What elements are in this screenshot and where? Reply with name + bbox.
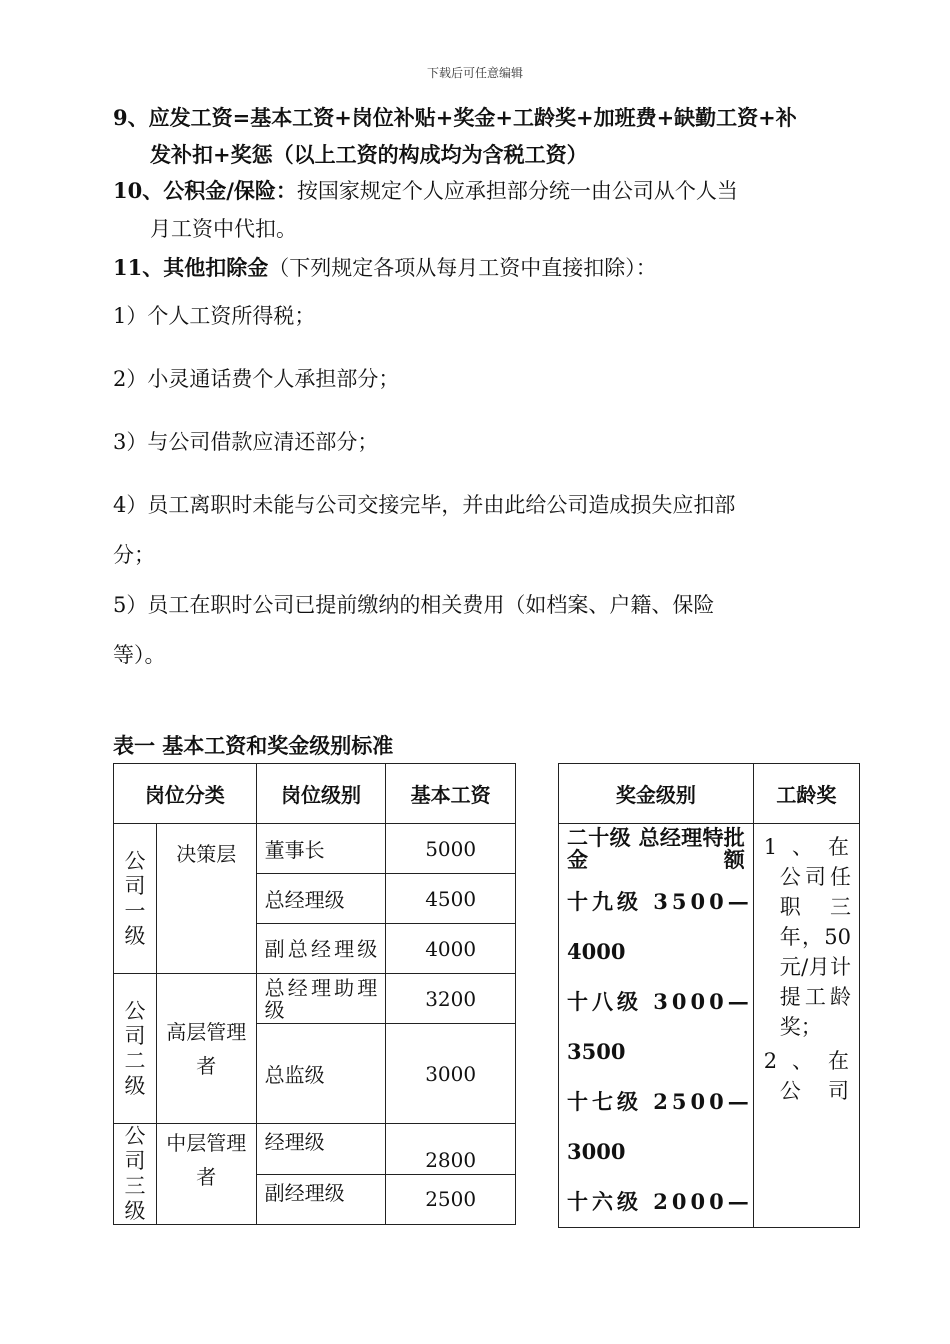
group-layer: 高层管理者 <box>156 974 256 1124</box>
header-bonus: 奖金级别 <box>559 764 754 824</box>
bonus-levels <box>559 824 754 1228</box>
level-cell: 总监级 <box>256 1024 386 1124</box>
para-10: 10、公积金/保险：按国家规定个人应承担部分统一由公司从个人当 <box>113 178 738 203</box>
item-2: 2）小灵通话费个人承担部分； <box>113 367 400 391</box>
header-level: 岗位级别 <box>256 764 386 824</box>
bonus-level-20: 二十级 总经理特批金额 <box>567 825 745 872</box>
salary-cell: 3200 <box>386 974 516 1024</box>
bonus-level-19-cont: 4000 <box>567 939 626 964</box>
seniority-rule-2: 2、在 <box>763 1049 849 1073</box>
para-9: 9、应发工资=基本工资+岗位补贴+奖金+工龄奖+加班费+缺勤工资+补 <box>113 105 797 130</box>
salary-table <box>113 763 516 1225</box>
header-category: 岗位分类 <box>114 764 257 824</box>
level-cell: 董事长 <box>256 824 386 874</box>
item-4: 4）员工离职时未能与公司交接完毕，并由此给公司造成损失应扣部 <box>113 493 736 517</box>
level-cell: 经理级 <box>256 1124 386 1175</box>
bonus-level-17: 十七级 2500— <box>567 1089 753 1114</box>
item-5: 5）员工在职时公司已提前缴纳的相关费用（如档案、户籍、保险 <box>113 593 715 617</box>
para-10-cont: 月工资中代扣。 <box>150 217 297 241</box>
salary-cell: 4500 <box>386 874 516 924</box>
group-name: 公司三级 <box>114 1124 157 1225</box>
table-row <box>114 974 516 1024</box>
bonus-level-18-cont: 3500 <box>567 1039 626 1064</box>
bonus-level-16: 十六级 2000— <box>567 1189 753 1214</box>
item-4-cont: 分； <box>113 543 155 567</box>
salary-cell: 2800 <box>386 1124 516 1175</box>
para-11: 11、其他扣除金（下列规定各项从每月工资中直接扣除）： <box>113 255 657 280</box>
group-name: 公司一级 <box>114 824 157 974</box>
header-seniority: 工龄奖 <box>753 764 859 824</box>
table-row <box>114 824 516 874</box>
level-cell: 副总经理级 <box>256 924 386 974</box>
salary-cell: 5000 <box>386 824 516 874</box>
salary-cell: 2500 <box>386 1174 516 1225</box>
seniority-rule-1-cont: 公司任职三年，50元/月计提工龄奖； <box>779 865 851 1039</box>
bonus-level-18: 十八级 3000— <box>567 989 753 1014</box>
seniority-rules <box>753 824 859 1228</box>
group-layer: 中层管理者 <box>156 1124 256 1225</box>
level-cell: 总经理级 <box>256 874 386 924</box>
group-layer: 决策层 <box>156 824 256 974</box>
salary-cell: 4000 <box>386 924 516 974</box>
item-3: 3）与公司借款应清还部分； <box>113 430 379 454</box>
bonus-table <box>558 763 860 1228</box>
page-header: 下载后可任意编辑 <box>426 66 523 80</box>
header-salary: 基本工资 <box>386 764 516 824</box>
salary-cell: 3000 <box>386 1024 516 1124</box>
bonus-level-17-cont: 3000 <box>567 1139 626 1164</box>
item-1: 1）个人工资所得税； <box>113 304 316 328</box>
table-caption: 表一 基本工资和奖金级别标准 <box>113 733 394 758</box>
level-cell: 副经理级 <box>256 1174 386 1225</box>
item-5-cont: 等）。 <box>113 643 166 667</box>
seniority-rule-2-cont: 公司 <box>779 1079 849 1103</box>
para-9-cont: 发补扣+奖惩（以上工资的构成均为含税工资） <box>150 142 588 167</box>
group-name: 公司二级 <box>114 974 157 1124</box>
level-cell: 总经理助理级 <box>256 974 386 1024</box>
bonus-level-19: 十九级 3500— <box>567 889 753 914</box>
seniority-rule-1: 1、在 <box>763 835 849 859</box>
table-row <box>114 1124 516 1175</box>
